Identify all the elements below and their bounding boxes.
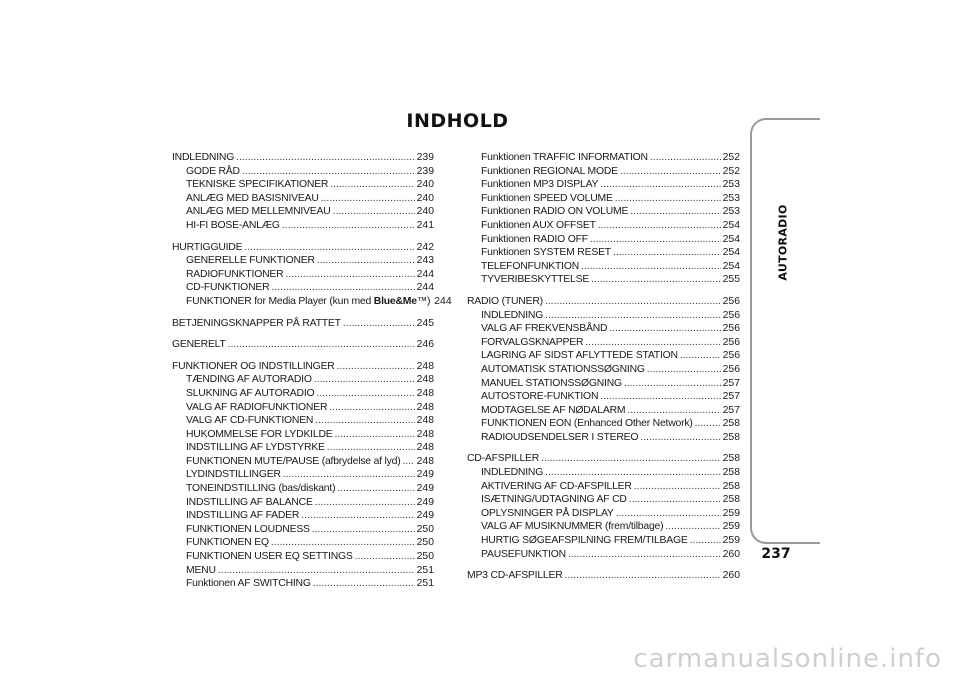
toc-entry-title: HUKOMMELSE FOR LYDKILDE — [186, 428, 333, 440]
toc-leader-dots — [541, 452, 721, 466]
page-title: INDHOLD — [406, 110, 509, 132]
toc-entry[interactable] — [467, 273, 740, 287]
toc-entry[interactable] — [172, 338, 434, 352]
toc-entry[interactable] — [467, 404, 740, 418]
toc-entry-page: 251 — [416, 578, 434, 590]
toc-entry-title: GENERELT — [172, 339, 226, 351]
toc-entry-title: FUNKTIONEN EON (Enhanced Other Network) — [481, 418, 693, 430]
toc-leader-dots — [242, 165, 415, 179]
toc-entry[interactable] — [467, 520, 740, 534]
toc-leader-dots — [283, 468, 415, 482]
toc-entry-page: 252 — [722, 165, 740, 177]
toc-entry-title: Funktionen SYSTEM RESET — [481, 247, 611, 259]
toc-leader-dots — [565, 569, 721, 583]
toc-leader-dots — [337, 360, 415, 374]
toc-leader-dots — [330, 178, 414, 192]
toc-entry-page: 256 — [722, 336, 740, 348]
toc-entry-title: VALG AF MUSIKNUMMER (frem/tilbage) — [481, 521, 664, 533]
toc-entry-page: 240 — [416, 192, 434, 204]
toc-entry[interactable] — [467, 309, 740, 323]
toc-entry-title: MANUEL STATIONSSØGNING — [481, 377, 622, 389]
toc-entry[interactable] — [172, 536, 434, 550]
toc-leader-dots — [316, 387, 414, 401]
toc-entry[interactable] — [172, 509, 434, 523]
toc-entry[interactable] — [172, 428, 434, 442]
toc-entry-page: 248 — [416, 442, 434, 454]
toc-entry-page: 239 — [416, 165, 434, 177]
toc-leader-dots — [609, 322, 720, 336]
toc-entry-page: 250 — [416, 551, 434, 563]
toc-entry-title: GODE RÅD — [186, 165, 240, 177]
toc-entry[interactable] — [172, 165, 434, 179]
toc-entry-title: FUNKTIONER for Media Player (kun med Blue&Me™) — [186, 295, 431, 307]
toc-entry-page: 256 — [722, 309, 740, 321]
toc-entry[interactable] — [467, 431, 740, 445]
toc-leader-dots — [600, 390, 720, 404]
toc-entry[interactable] — [467, 322, 740, 336]
toc-leader-dots — [545, 466, 721, 480]
toc-entry-title: AUTOMATISK STATIONSSØGNING — [481, 363, 645, 375]
toc-entry-title: TÆNDING AF AUTORADIO — [186, 374, 312, 386]
toc-leader-dots — [585, 336, 720, 350]
toc-entry-title: Funktionen TRAFFIC INFORMATION — [481, 152, 648, 163]
toc-entry-title: TYVERIBESKYTTELSE — [481, 274, 590, 286]
toc-leader-dots — [343, 317, 415, 331]
toc-entry-page: 253 — [722, 179, 740, 191]
toc-entry-page: 253 — [722, 206, 740, 218]
toc-entry-title: Funktionen RADIO OFF — [481, 233, 588, 245]
toc-leader-dots — [301, 509, 414, 523]
toc-entry[interactable] — [467, 534, 740, 548]
toc-entry-page: 255 — [722, 274, 740, 286]
toc-entry-page: 259 — [722, 535, 740, 547]
toc-entry[interactable] — [467, 390, 740, 404]
toc-entry-title: Funktionen REGIONAL MODE — [481, 165, 618, 177]
toc-entry-page: 244 — [434, 295, 452, 307]
toc-entry-title: RADIO (TUNER) — [467, 295, 543, 307]
toc-entry[interactable] — [467, 480, 740, 494]
toc-entry[interactable] — [172, 414, 434, 428]
toc-entry[interactable] — [467, 233, 740, 247]
toc-entry-page: 249 — [416, 469, 434, 481]
toc-entry-page: 259 — [722, 507, 740, 519]
toc-entry[interactable] — [467, 548, 740, 562]
toc-column-right — [467, 151, 740, 583]
toc-leader-dots — [680, 349, 721, 363]
toc-leader-dots — [285, 268, 414, 282]
toc-entry[interactable] — [172, 254, 434, 268]
toc-entry-page: 258 — [722, 494, 740, 506]
toc-entry[interactable] — [172, 550, 434, 564]
toc-leader-dots — [615, 192, 721, 206]
toc-entry-page: 248 — [416, 374, 434, 386]
toc-entry-page: 260 — [722, 570, 740, 582]
toc-leader-dots — [334, 428, 414, 442]
toc-leader-dots — [315, 414, 414, 428]
chapter-tab — [750, 118, 820, 544]
toc-entry-page: 257 — [722, 391, 740, 403]
toc-leader-dots — [568, 548, 721, 562]
toc-entry-title: AUTOSTORE-FUNKTION — [481, 391, 599, 403]
toc-entry-page: 256 — [722, 295, 740, 307]
toc-entry-page: 254 — [722, 233, 740, 245]
toc-entry-title: FUNKTIONEN MUTE/PAUSE (afbrydelse af lyd) — [186, 455, 401, 467]
toc-entry-title: FORVALGSKNAPPER — [481, 336, 584, 348]
toc-entry-page: 248 — [416, 455, 434, 467]
toc-leader-dots — [317, 254, 415, 268]
toc-entry-page: 239 — [416, 152, 434, 163]
toc-entry[interactable] — [172, 360, 434, 374]
toc-entry-page: 249 — [416, 496, 434, 508]
toc-entry-page: 258 — [722, 418, 740, 430]
toc-entry[interactable] — [467, 349, 740, 363]
toc-entry-page: 253 — [722, 192, 740, 204]
toc-entry-page: 250 — [416, 523, 434, 535]
toc-entry[interactable] — [172, 482, 434, 496]
toc-entry[interactable] — [467, 569, 740, 583]
toc-entry-title: MP3 CD-AFSPILLER — [467, 570, 563, 582]
toc-entry-title: SLUKNING AF AUTORADIO — [186, 387, 315, 399]
toc-leader-dots — [620, 165, 721, 179]
toc-entry[interactable] — [467, 246, 740, 260]
toc-entry-page: 258 — [722, 467, 740, 479]
toc-entry-page: 257 — [722, 404, 740, 416]
toc-entry-page: 248 — [416, 387, 434, 399]
toc-entry[interactable] — [172, 205, 434, 219]
toc-entry-title: FUNKTIONEN LOUDNESS — [186, 523, 310, 535]
toc-leader-dots — [327, 441, 415, 455]
toc-entry-title: OPLYSNINGER PÅ DISPLAY — [481, 507, 614, 519]
toc-leader-dots — [355, 550, 415, 564]
toc-entry-title: Funktionen AF SWITCHING — [186, 578, 311, 590]
toc-entry-title: TONEINDSTILLING (bas/diskant) — [186, 483, 336, 495]
toc-leader-dots — [228, 338, 415, 352]
toc-entry[interactable] — [172, 468, 434, 482]
toc-entry-title: TELEFONFUNKTION — [481, 260, 580, 272]
toc-leader-dots — [236, 151, 415, 165]
toc-entry[interactable] — [467, 178, 740, 192]
toc-entry-page: 258 — [722, 453, 740, 465]
toc-entry-page: 244 — [416, 282, 434, 294]
toc-leader-dots — [591, 273, 721, 287]
toc-entry-page: 258 — [722, 431, 740, 443]
toc-entry[interactable] — [467, 205, 740, 219]
toc-entry-title: MODTAGELSE AF NØDALARM — [481, 404, 626, 416]
toc-entry-title: ANLÆG MED MELLEMNIVEAU — [186, 206, 331, 218]
toc-entry-title: INDLEDNING — [481, 467, 544, 479]
chapter-tab-label-box — [772, 192, 794, 292]
toc-leader-dots — [333, 205, 415, 219]
toc-entry-page: 258 — [722, 480, 740, 492]
toc-leader-dots — [690, 534, 721, 548]
toc-leader-dots — [695, 417, 721, 431]
page-number: 237 — [761, 546, 791, 562]
toc-entry-title: VALG AF RADIOFUNKTIONER — [186, 401, 328, 413]
toc-leader-dots — [629, 493, 721, 507]
toc-entry-page: 245 — [416, 317, 434, 329]
toc-entry-title: HI-FI BOSE-ANLÆG — [186, 219, 280, 231]
toc-entry-title: FUNKTIONEN USER EQ SETTINGS — [186, 551, 353, 563]
toc-entry-page: 254 — [722, 260, 740, 272]
toc-leader-dots — [613, 246, 721, 260]
toc-entry-title: INDLEDNING — [481, 309, 544, 321]
toc-entry-title: ANLÆG MED BASISNIVEAU — [186, 192, 319, 204]
toc-leader-dots — [598, 219, 721, 233]
toc-leader-dots — [581, 260, 721, 274]
toc-entry-page: 259 — [722, 521, 740, 533]
toc-entry[interactable] — [172, 281, 434, 295]
toc-entry-page: 249 — [416, 510, 434, 522]
toc-leader-dots — [315, 496, 415, 510]
toc-entry-title: BETJENINGSKNAPPER PÅ RATTET — [172, 317, 341, 329]
toc-leader-dots — [590, 233, 721, 247]
toc-leader-dots — [271, 536, 415, 550]
toc-entry-page: 260 — [722, 548, 740, 560]
toc-leader-dots — [647, 363, 721, 377]
toc-entry-title: Funktionen AUX OFFSET — [481, 219, 596, 231]
toc-entry-page: 256 — [722, 363, 740, 375]
toc-entry-page: 242 — [416, 241, 434, 253]
toc-entry[interactable] — [467, 417, 740, 431]
toc-entry-page: 248 — [416, 415, 434, 427]
toc-leader-dots — [313, 577, 415, 591]
toc-entry-title: PAUSEFUNKTION — [481, 548, 566, 560]
toc-entry[interactable] — [172, 523, 434, 537]
toc-leader-dots — [312, 523, 415, 537]
toc-entry-title: FUNKTIONEN EQ — [186, 537, 269, 549]
toc-entry-page: 250 — [416, 537, 434, 549]
toc-leader-dots — [244, 241, 414, 255]
toc-entry-title: CD-FUNKTIONER — [186, 282, 270, 294]
toc-entry-title: ISÆTNING/UDTAGNING AF CD — [481, 494, 627, 506]
toc-entry-title: GENERELLE FUNKTIONER — [186, 255, 315, 267]
toc-entry[interactable] — [172, 192, 434, 206]
toc-entry-title: LYDINDSTILLINGER — [186, 469, 281, 481]
toc-entry-page: 244 — [416, 268, 434, 280]
toc-leader-dots — [337, 482, 414, 496]
toc-entry-title: CD-AFSPILLER — [467, 453, 540, 465]
toc-entry-page: 246 — [416, 339, 434, 351]
toc-entry[interactable] — [172, 151, 434, 165]
toc-entry-title: Funktionen SPEED VOLUME — [481, 192, 613, 204]
toc-entry-title: INDSTILLING AF BALANCE — [186, 496, 313, 508]
toc-entry-title: MENU — [186, 564, 216, 576]
toc-entry-title: AKTIVERING AF CD-AFSPILLER — [481, 480, 632, 492]
toc-entry-page: 248 — [416, 401, 434, 413]
toc-entry-page: 240 — [416, 206, 434, 218]
toc-entry[interactable] — [467, 295, 740, 309]
chapter-tab-label: AUTORADIO — [776, 203, 790, 281]
toc-entry-title: TEKNISKE SPECIFIKATIONER — [186, 179, 329, 191]
toc-leader-dots — [665, 520, 720, 534]
toc-entry[interactable] — [467, 493, 740, 507]
toc-entry[interactable] — [172, 219, 434, 233]
toc-leader-dots — [627, 404, 720, 418]
toc-entry-title: VALG AF FREKVENSBÅND — [481, 323, 608, 335]
toc-entry[interactable] — [467, 219, 740, 233]
toc-entry-title: RADIOUDSENDELSER I STEREO — [481, 431, 639, 443]
toc-entry-page: 240 — [416, 179, 434, 191]
toc-entry[interactable] — [172, 387, 434, 401]
watermark: carmanualsonline.info — [633, 644, 942, 674]
toc-leader-dots — [624, 377, 721, 391]
toc-entry-title: FUNKTIONER OG INDSTILLINGER — [172, 360, 335, 372]
toc-entry[interactable] — [467, 377, 740, 391]
toc-entry-page: 241 — [416, 219, 434, 231]
toc-entry[interactable] — [467, 466, 740, 480]
toc-entry[interactable] — [467, 192, 740, 206]
toc-entry-page: 243 — [416, 255, 434, 267]
toc-entry[interactable] — [467, 336, 740, 350]
toc-entry[interactable] — [172, 496, 434, 510]
toc-column-left — [172, 151, 452, 591]
toc-entry-page: 248 — [416, 428, 434, 440]
toc-entry[interactable] — [172, 455, 434, 469]
toc-entry[interactable] — [467, 507, 740, 521]
toc-entry-page: 256 — [722, 323, 740, 335]
toc-entry-page: 252 — [722, 152, 740, 163]
toc-entry-title: Funktionen RADIO ON VOLUME — [481, 206, 629, 218]
toc-leader-dots — [218, 564, 415, 578]
toc-leader-dots — [630, 205, 720, 219]
toc-leader-dots — [329, 401, 414, 415]
toc-entry[interactable] — [172, 268, 434, 282]
toc-entry[interactable] — [172, 401, 434, 415]
toc-entry[interactable] — [172, 441, 434, 455]
toc-entry-title: RADIOFUNKTIONER — [186, 268, 284, 280]
toc-entry[interactable] — [467, 151, 740, 165]
toc-entry[interactable] — [172, 178, 434, 192]
toc-entry-title: Funktionen MP3 DISPLAY — [481, 179, 599, 191]
toc-entry-title: INDSTILLING AF LYDSTYRKE — [186, 442, 325, 454]
toc-entry-title: VALG AF CD-FUNKTIONEN — [186, 415, 314, 427]
toc-entry-page: 248 — [416, 360, 434, 372]
toc-entry[interactable] — [467, 260, 740, 274]
toc-entry[interactable] — [467, 363, 740, 377]
toc-leader-dots — [545, 309, 721, 323]
toc-entry[interactable] — [172, 373, 434, 387]
toc-entry[interactable] — [467, 452, 740, 466]
toc-entry-title: HURTIGGUIDE — [172, 241, 243, 253]
toc-entry-page: 251 — [416, 564, 434, 576]
toc-entry[interactable] — [172, 295, 452, 309]
toc-entry-page: 254 — [722, 247, 740, 259]
toc-leader-dots — [640, 431, 720, 445]
toc-entry-page: 254 — [722, 219, 740, 231]
toc-leader-dots — [600, 178, 720, 192]
toc-entry-page: 257 — [722, 377, 740, 389]
toc-leader-dots — [271, 281, 414, 295]
toc-entry[interactable] — [467, 165, 740, 179]
toc-entry-title: LAGRING AF SIDST AFLYTTEDE STATION — [481, 350, 678, 362]
toc-leader-dots — [545, 295, 721, 309]
toc-entry-page: 249 — [416, 483, 434, 495]
toc-entry-page: 256 — [722, 350, 740, 362]
toc-entry-title: INDLEDNING — [172, 152, 235, 163]
toc-leader-dots — [402, 455, 414, 469]
toc-entry-title: HURTIG SØGEAFSPILNING FREM/TILBAGE — [481, 535, 688, 547]
toc-leader-dots — [650, 151, 721, 165]
toc-leader-dots — [321, 192, 415, 206]
toc-leader-dots — [634, 480, 721, 494]
toc-entry[interactable] — [172, 241, 434, 255]
toc-entry[interactable] — [172, 564, 434, 578]
toc-leader-dots — [314, 373, 415, 387]
toc-entry[interactable] — [172, 577, 434, 591]
toc-leader-dots — [282, 219, 415, 233]
toc-leader-dots — [616, 507, 721, 521]
toc-entry[interactable] — [172, 317, 434, 331]
toc-entry-title: INDSTILLING AF FADER — [186, 510, 300, 522]
